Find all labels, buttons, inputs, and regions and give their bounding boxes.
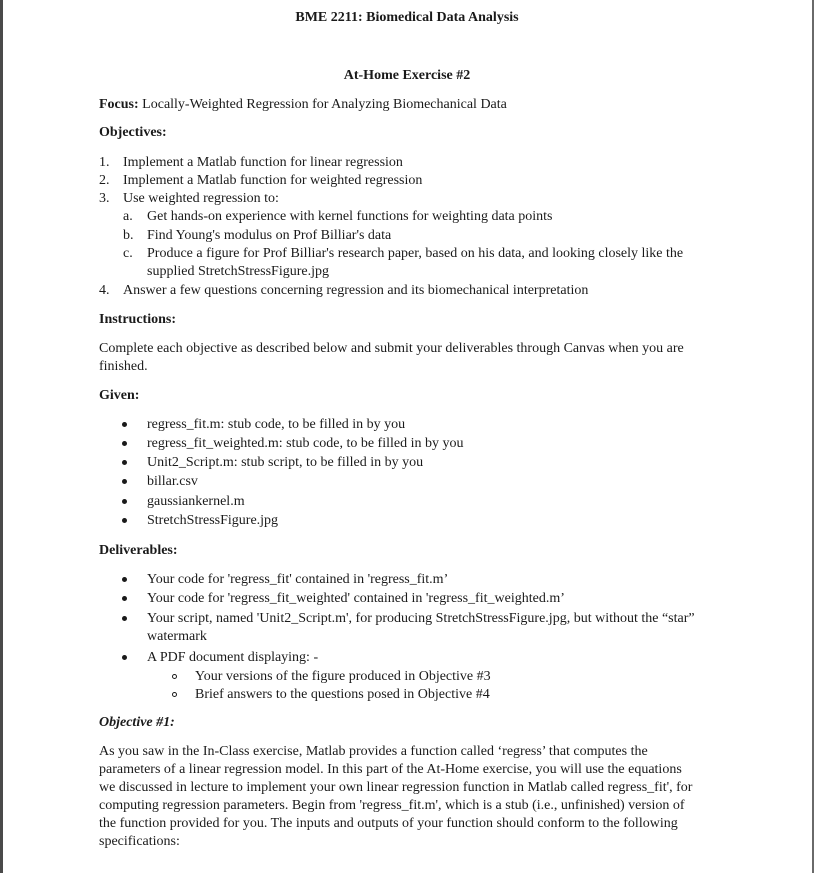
deliverable-item: Your code for 'regress_fit' contained in 'regress_fit.m’ bbox=[147, 572, 449, 587]
objective-subitem: Produce a figure for Prof Billiar's research paper, based on his data, and looking closely like the bbox=[147, 246, 684, 261]
deliverable-item: A PDF document displaying: - bbox=[147, 650, 319, 665]
bullet-icon bbox=[122, 422, 127, 427]
given-item: regress_fit.m: stub code, to be filled in by you bbox=[147, 417, 406, 432]
bullet-icon bbox=[122, 616, 127, 621]
hollow-bullet-icon bbox=[172, 692, 177, 697]
objective-item: Use weighted regression to: bbox=[123, 191, 279, 206]
objective-subitem-continuation: supplied StretchStressFigure.jpg bbox=[147, 264, 329, 279]
instructions-heading: Instructions: bbox=[99, 312, 177, 327]
objective1-paragraph-line: computing regression parameters. Begin from 'regress_fit.m', which is a stub (i.e., unfinished) version of bbox=[99, 798, 685, 813]
bullet-icon bbox=[122, 596, 127, 601]
objective1-paragraph-line: specifications: bbox=[99, 834, 180, 849]
objective1-paragraph-line: we discussed in lecture to implement your own linear regression function in Matlab called regress_fit', for bbox=[99, 780, 693, 795]
deliverable-subitem: Your versions of the figure produced in Objective #3 bbox=[195, 669, 491, 684]
objectives-heading: Objectives: bbox=[99, 125, 167, 140]
exercise-title: At-Home Exercise #2 bbox=[343, 68, 471, 83]
objective-item: Implement a Matlab function for weighted regression bbox=[123, 173, 423, 188]
objective-subitem: Get hands-on experience with kernel functions for weighting data points bbox=[147, 209, 553, 224]
given-heading: Given: bbox=[99, 388, 140, 403]
given-item: regress_fit_weighted.m: stub code, to be filled in by you bbox=[147, 436, 464, 451]
bullet-icon bbox=[122, 577, 127, 582]
focus-label: Focus: bbox=[99, 97, 139, 112]
objective-item: Answer a few questions concerning regression and its biomechanical interpretation bbox=[123, 283, 589, 298]
instructions-text-continuation: finished. bbox=[99, 359, 148, 374]
objective1-paragraph-line: the function provided for you. The inputs and outputs of your function should conform to the following bbox=[99, 816, 678, 831]
bullet-icon bbox=[122, 499, 127, 504]
objective-item-num: 2. bbox=[99, 173, 110, 188]
instructions-text: Complete each objective as described below and submit your deliverables through Canvas when you are bbox=[99, 341, 684, 356]
given-item: gaussiankernel.m bbox=[147, 494, 245, 509]
deliverable-item: Your script, named 'Unit2_Script.m', for producing StretchStressFigure.jpg, but without the “star” bbox=[147, 611, 695, 626]
bullet-icon bbox=[122, 655, 127, 660]
deliverable-item: Your code for 'regress_fit_weighted' contained in 'regress_fit_weighted.m’ bbox=[147, 591, 565, 606]
objective-item-num: 1. bbox=[99, 155, 110, 170]
bullet-icon bbox=[122, 518, 127, 523]
objective-subitem-letter: b. bbox=[123, 228, 134, 243]
objective-item-num: 3. bbox=[99, 191, 110, 206]
focus-line bbox=[99, 96, 507, 114]
bullet-icon bbox=[122, 460, 127, 465]
objective-subitem-letter: c. bbox=[123, 246, 133, 261]
objective1-paragraph-line: parameters of a linear regression model. In this part of the At-Home exercise, you will use the equations bbox=[99, 762, 682, 777]
focus-text: Locally-Weighted Regression for Analyzing Biomechanical Data bbox=[142, 97, 507, 112]
objective-subitem-letter: a. bbox=[123, 209, 133, 224]
bullet-icon bbox=[122, 441, 127, 446]
objective-item-num: 4. bbox=[99, 283, 110, 298]
deliverables-heading: Deliverables: bbox=[99, 543, 178, 558]
deliverable-subitem: Brief answers to the questions posed in Objective #4 bbox=[195, 687, 490, 702]
objective-item: Implement a Matlab function for linear regression bbox=[123, 155, 403, 170]
objective-subitem: Find Young's modulus on Prof Billiar's data bbox=[147, 228, 392, 243]
deliverable-item-continuation: watermark bbox=[147, 629, 207, 644]
course-title: BME 2211: Biomedical Data Analysis bbox=[295, 10, 519, 25]
hollow-bullet-icon bbox=[172, 674, 177, 679]
objective1-paragraph-line: As you saw in the In-Class exercise, Matlab provides a function called ‘regress’ that computes the bbox=[99, 744, 648, 759]
given-item: Unit2_Script.m: stub script, to be filled in by you bbox=[147, 455, 424, 470]
given-item: billar.csv bbox=[147, 474, 198, 489]
objective1-heading: Objective #1: bbox=[99, 715, 175, 730]
given-item: StretchStressFigure.jpg bbox=[147, 513, 279, 528]
bullet-icon bbox=[122, 479, 127, 484]
